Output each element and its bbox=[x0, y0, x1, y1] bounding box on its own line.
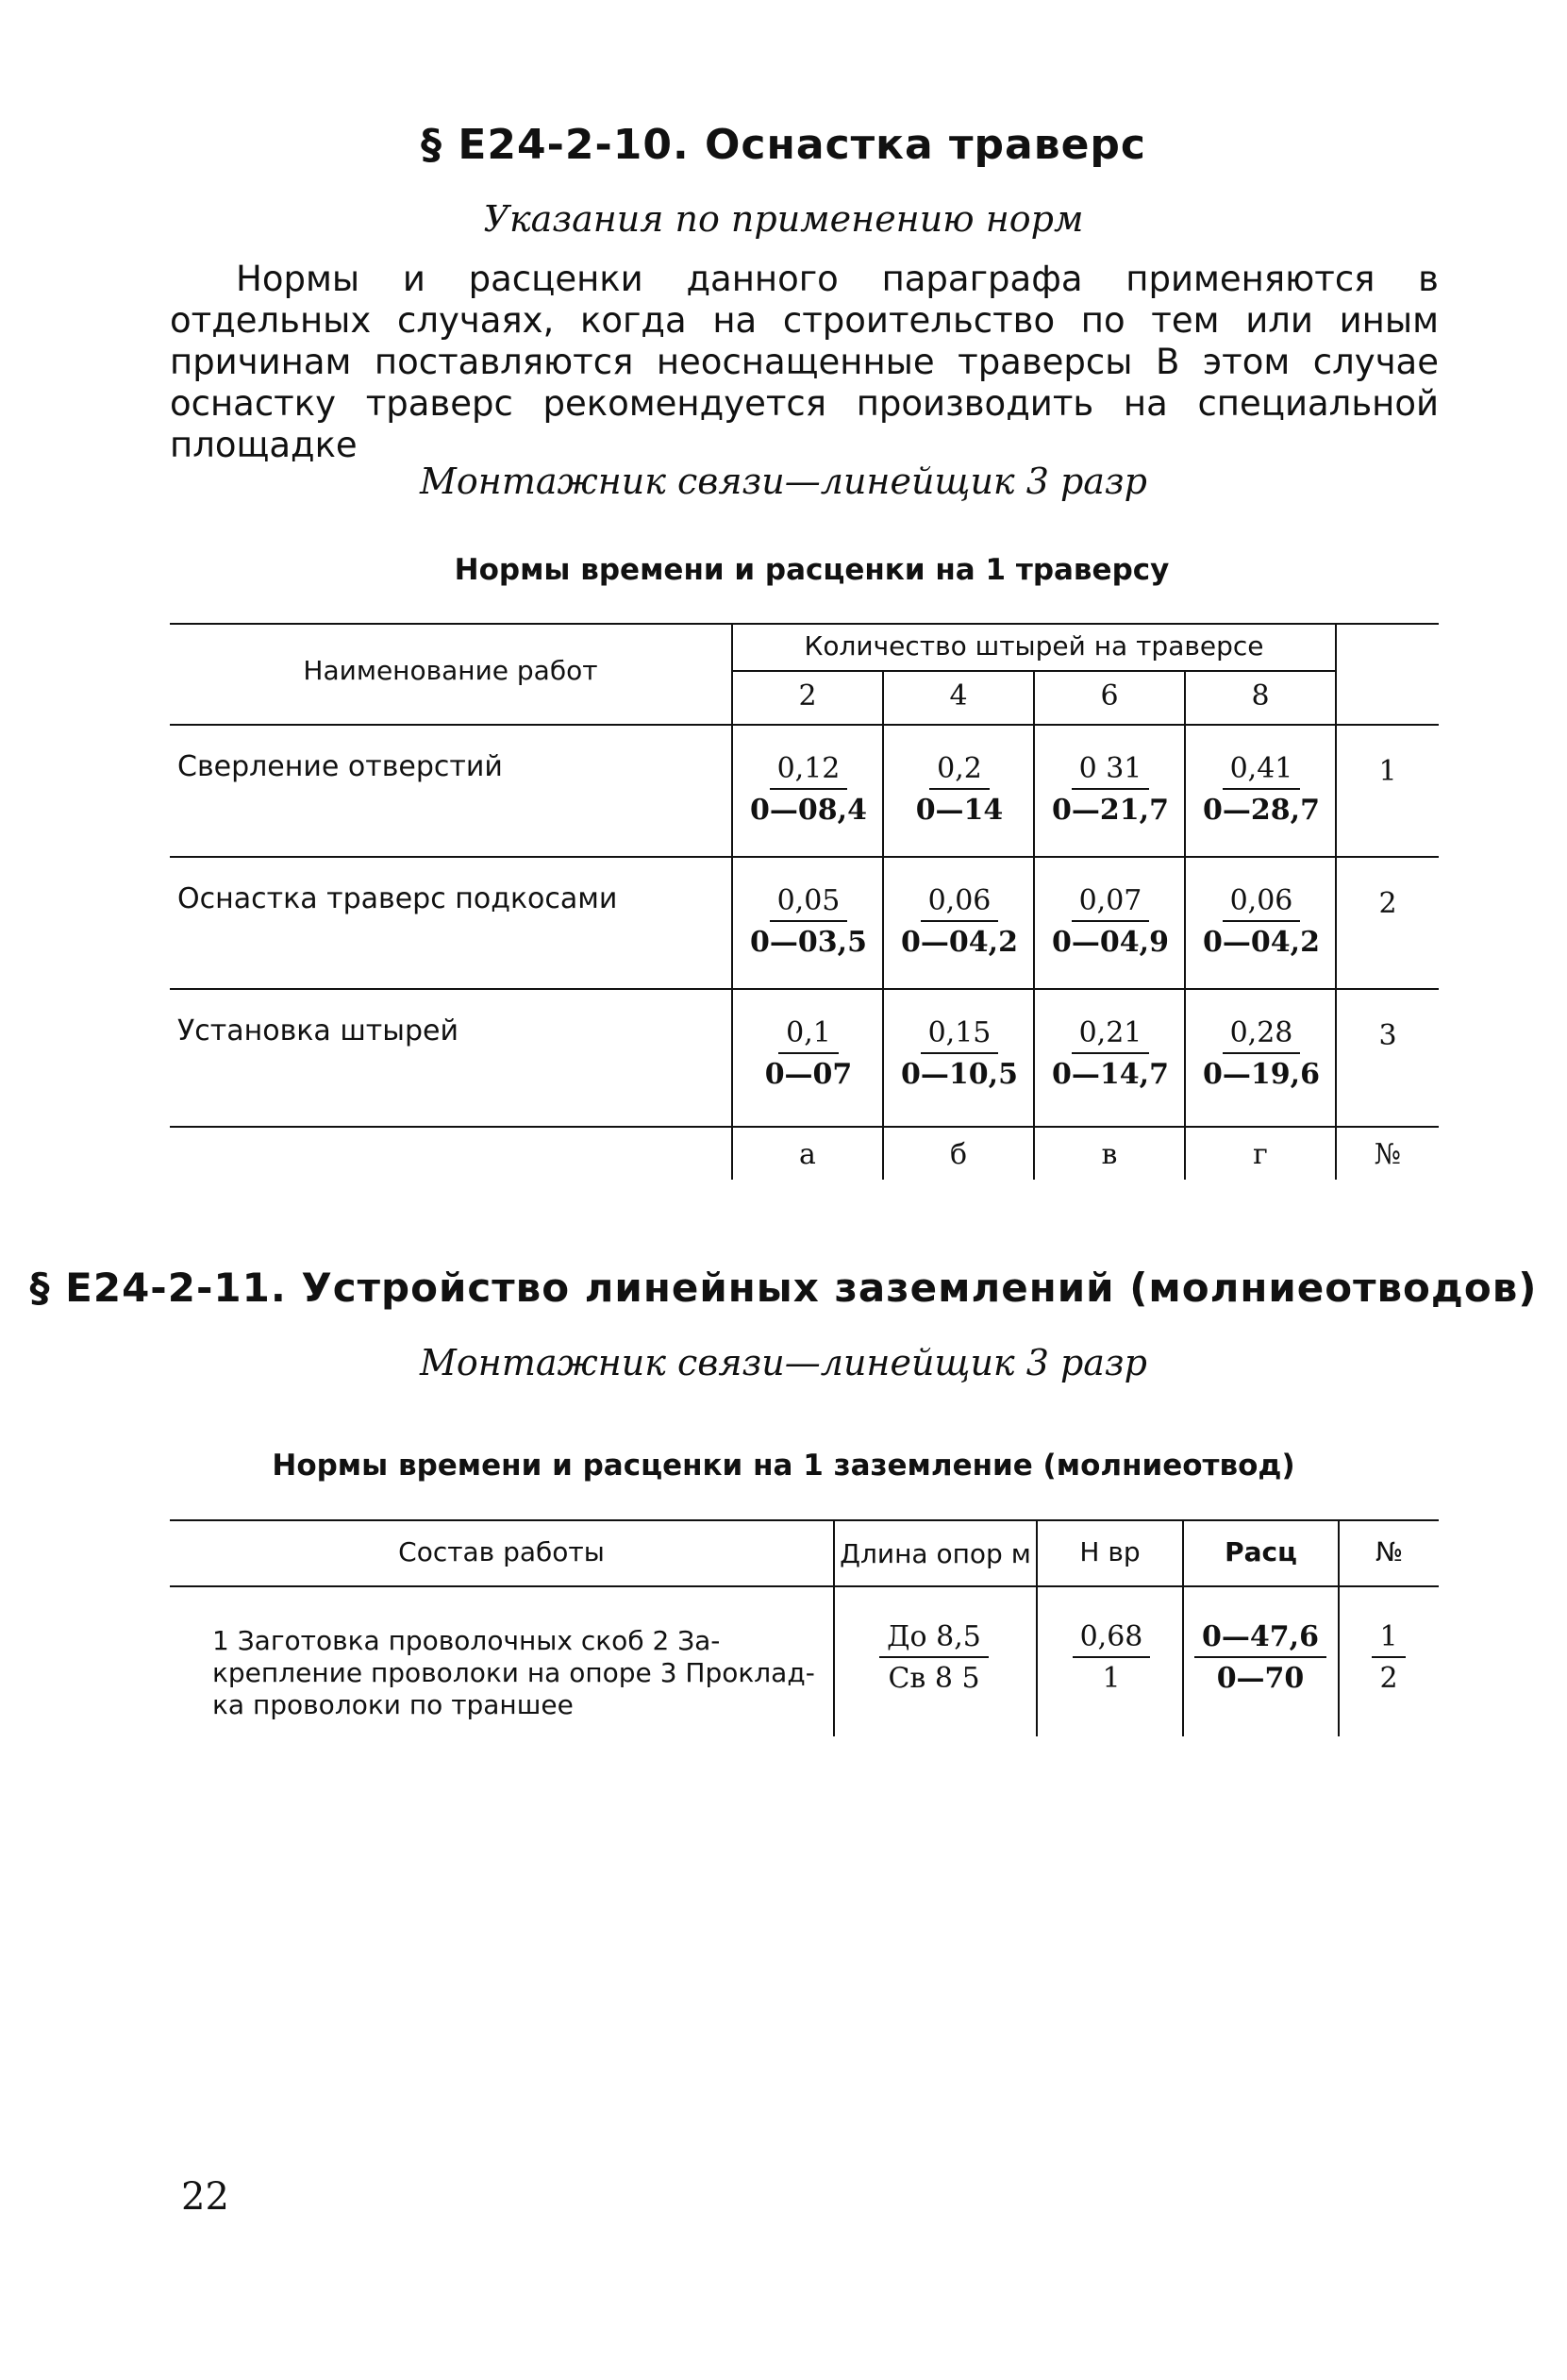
instructions-heading: Указания по применению норм bbox=[483, 198, 1084, 240]
norms-table-grounding bbox=[170, 1519, 1439, 1736]
rate: 0—21,7 bbox=[1052, 794, 1169, 827]
rate: 0—08,4 bbox=[750, 794, 867, 827]
worker-grade-2: Монтажник связи—линейщик 3 разр bbox=[420, 1342, 1147, 1383]
table-cell bbox=[1186, 882, 1337, 964]
table-cell bbox=[733, 882, 884, 964]
table-cell bbox=[1035, 1014, 1186, 1096]
number-top: 1 bbox=[1372, 1618, 1405, 1658]
column-letter-b: б bbox=[949, 1138, 968, 1171]
work-line: крепление проволоки на опоре 3 Проклад- bbox=[212, 1657, 815, 1688]
paragraph-text: Нормы и расценки данного параграфа применяются в отдельных случаях, когда на строительство по тем или иным причинам поставляются неоснащенные траверсы В этом случае оснастку траверс рекомендуется производить на специальной площадке bbox=[170, 259, 1439, 465]
rate: 0—04,2 bbox=[901, 926, 1018, 959]
row-label-pin-install: Установка штырей bbox=[177, 1014, 458, 1048]
header-work-composition: Состав работы bbox=[398, 1536, 605, 1567]
table-cell bbox=[884, 882, 1035, 964]
section-title-e24-2-10: § Е24-2-10. Оснастка траверс bbox=[421, 121, 1146, 169]
time-norm: 0,06 bbox=[921, 882, 999, 922]
time-norm: 0 31 bbox=[1072, 750, 1150, 790]
table-cell bbox=[1035, 750, 1186, 831]
header-pole-length: Длина опор м bbox=[840, 1538, 1031, 1569]
nvr-top: 0,68 bbox=[1073, 1618, 1151, 1658]
pin-count-6: 6 bbox=[1100, 679, 1119, 712]
time-norm: 0,2 bbox=[929, 750, 990, 790]
time-norm: 0,28 bbox=[1223, 1014, 1301, 1054]
rate: 0—10,5 bbox=[901, 1058, 1018, 1091]
pole-length-cell bbox=[859, 1618, 1009, 1700]
row-number: 2 bbox=[1378, 887, 1397, 920]
rate-bottom: 0—70 bbox=[1216, 1662, 1305, 1695]
rate: 0—04,9 bbox=[1052, 926, 1169, 959]
table-cell bbox=[884, 750, 1035, 831]
time-norm: 0,15 bbox=[921, 1014, 999, 1054]
work-line: ка проволоки по траншее bbox=[212, 1689, 574, 1720]
rate: 0—14,7 bbox=[1052, 1058, 1169, 1091]
header-rate: Расц bbox=[1225, 1536, 1297, 1567]
time-norm: 0,21 bbox=[1072, 1014, 1150, 1054]
row-number: 3 bbox=[1378, 1019, 1397, 1052]
table2-caption: Нормы времени и расценки на 1 заземление (молниеотвод) bbox=[272, 1449, 1295, 1483]
table-cell bbox=[884, 1014, 1035, 1096]
rate: 0—04,2 bbox=[1203, 926, 1320, 959]
time-norm: 0,41 bbox=[1223, 750, 1301, 790]
table-cell bbox=[733, 750, 884, 831]
rate: 0—07 bbox=[764, 1058, 853, 1091]
column-number-sign: № bbox=[1374, 1138, 1402, 1171]
rate: 0—28,7 bbox=[1203, 794, 1320, 827]
time-norm-cell bbox=[1036, 1618, 1187, 1700]
column-letter-v: в bbox=[1101, 1138, 1118, 1171]
length-bottom: Св 8 5 bbox=[888, 1662, 980, 1695]
group-header-pin-count: Количество штырей на траверсе bbox=[804, 630, 1264, 662]
number-cell bbox=[1313, 1618, 1464, 1700]
col-header-work-name: Наименование работ bbox=[303, 655, 598, 686]
column-letter-a: а bbox=[799, 1138, 816, 1171]
section-title-e24-2-11: § Е24-2-11. Устройство линейных заземлений (молниеотводов) bbox=[29, 1265, 1538, 1311]
table-cell bbox=[1186, 750, 1337, 831]
header-time-norm: Н вр bbox=[1079, 1536, 1141, 1567]
rate: 0—03,5 bbox=[750, 926, 867, 959]
header-number: № bbox=[1375, 1536, 1404, 1567]
length-top: До 8,5 bbox=[879, 1618, 989, 1658]
rate-top: 0—47,6 bbox=[1194, 1618, 1326, 1658]
number-bottom: 2 bbox=[1379, 1662, 1398, 1695]
nvr-bottom: 1 bbox=[1102, 1662, 1121, 1695]
work-line: 1 Заготовка проволочных скоб 2 За- bbox=[212, 1625, 721, 1656]
work-description bbox=[212, 1625, 825, 1721]
table1-caption: Нормы времени и расценки на 1 траверсу bbox=[454, 553, 1170, 587]
pin-count-8: 8 bbox=[1251, 679, 1270, 712]
time-norm: 0,07 bbox=[1072, 882, 1150, 922]
page-number: 22 bbox=[181, 2175, 229, 2219]
norms-table-traverse bbox=[170, 623, 1439, 1180]
row-label-drilling: Сверление отверстий bbox=[177, 750, 503, 783]
rate: 0—14 bbox=[915, 794, 1004, 827]
pin-count-4: 4 bbox=[949, 679, 968, 712]
table-cell bbox=[733, 1014, 884, 1096]
time-norm: 0,06 bbox=[1223, 882, 1301, 922]
time-norm: 0,05 bbox=[770, 882, 848, 922]
rate: 0—19,6 bbox=[1203, 1058, 1320, 1091]
time-norm: 0,12 bbox=[770, 750, 848, 790]
row-number: 1 bbox=[1378, 755, 1397, 788]
table-cell bbox=[1186, 1014, 1337, 1096]
instructions-paragraph bbox=[170, 259, 1439, 466]
column-letter-g: г bbox=[1253, 1138, 1268, 1171]
worker-grade-1: Монтажник связи—линейщик 3 разр bbox=[420, 461, 1147, 502]
pin-count-2: 2 bbox=[798, 679, 817, 712]
table-cell bbox=[1035, 882, 1186, 964]
time-norm: 0,1 bbox=[778, 1014, 839, 1054]
row-label-brace-fitting: Оснастка траверс подкосами bbox=[177, 882, 618, 915]
